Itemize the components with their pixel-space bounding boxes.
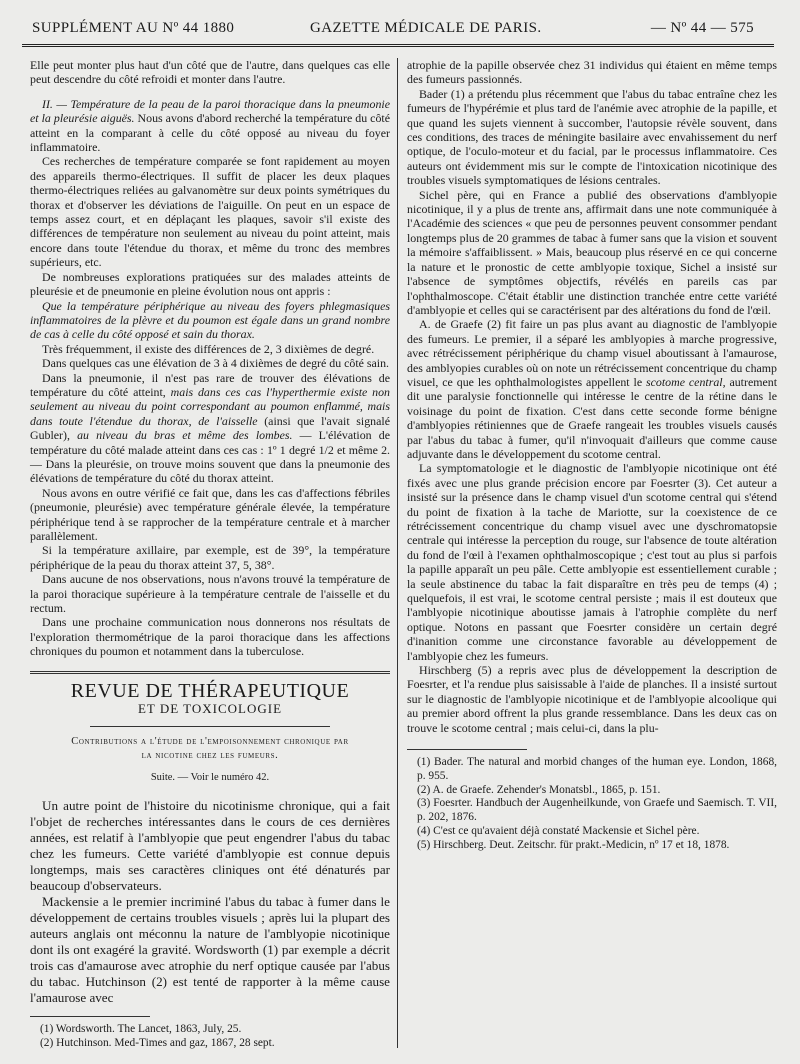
right-column: [407, 58, 777, 853]
footnote: (1) Wordsworth. The Lancet, 1863, July, 25.: [40, 1022, 242, 1035]
footnote: (5) Hirschberg. Deut. Zeitschr. für prakt.-Medicin, nº 17 et 18, 1878.: [417, 838, 730, 851]
article-body: [30, 798, 390, 1006]
paragraph-text: Nous avons d'abord recherché la température du côté atteint en la comparant à celle du côté opposé au niveau du foyer inflammatoire.: [30, 111, 390, 155]
paragraph: Hirschberg (5) a repris avec plus de développement la description de Foesrter, et l'a rendue plus saisissable à l'aide de planches. Il a insisté surtout sur le diagnostic de l'amblyopie nicotinique et de l'amblyopie alcoolique qui au premier abord offrent la plus grande ressemblance. Dans les deux cas on trouve le scotome central ; mais celui-ci, dans la plu-: [407, 663, 777, 735]
footnote-rule: [30, 1016, 150, 1017]
text: A. de Graefe (2) fit faire un pas plus avant au diagnostic de l'amblyopie des fumeurs. Le premier, il a séparé les amblyopies à marche progressive, avec rétrécissement périphérique du champ visuel aboutissant à l'amaurose, des amblyopies curables où on note un rétrécissement concentrique du champ visuel, ce que les ophthalmologistes appellent le: [407, 317, 777, 389]
article-title-line-2: la nicotine chez les fumeurs.: [141, 750, 279, 762]
header-rule: [22, 44, 774, 47]
text: Dans la pneumonie, il n'est pas rare de trouver des élévations de température du côté atteint,: [30, 370, 390, 399]
paragraph: Bader (1) a prétendu plus récemment que l'abus du tabac entraîne chez les fumeurs de l'hypérémie et plus tard de l'anémie avec atrophie de la papille, et que quand les sujets viennent à succomber, l'autopsie révèle souvent, dans ces conditions, des traces de méningite basilaire avec envahissement du nerf optique, de l'oculo-moteur et du facial, par le processus inflammatoire. Ces auteurs ont évidemment mis sur le compte de l'intoxication nicotinique des troubles visuels symptomatiques de lésions centrales.: [407, 86, 777, 188]
paragraph: Ces recherches de température comparée se font rapidement au moyen des appareils thermo-électriques. Il suffit de placer les deux plaques thermo-électriques reliées au galvanomètre sur deux points symétriques du thorax et d'observer les déviations de l'aiguille. On peut en un espace de temps assez court, et en déplaçant les plaques, savoir s'il existe des différences de température non seulement au niveau du point atteint, mais encore dans toute l'étendue du thorax, et même du tronc des membres supérieurs, etc.: [30, 154, 390, 270]
footnotes: [407, 756, 777, 853]
section-rule: [30, 671, 390, 674]
footnote: (3) Foesrter. Handbuch der Augenheilkunde, von Graefe und Saemisch. T. VII, p. 202, 1876.: [417, 797, 777, 824]
italic-text: mais dans ces cas l'hyperthermie existe non seulement au niveau du point correspondant au poumon enflammé, mais dans toute l'étendue du thorax, de l'aisselle: [30, 384, 390, 428]
text: autrement dit une paralysie fonctionnelle qui intéresse le centre de la rétine dans le voisinage du point de fixation. C'est dans cette seconde forme bénigne d'amblyopies rétiniennes que de Graefe rangeait les troubles visuels causés par l'abus du tabac à fumer, qu'il n'invoquait d'ailleurs que comme cause adjuvante dans le développement du scotome central.: [407, 374, 777, 461]
paragraph: Très fréquemment, il existe des différences de 2, 3 dixièmes de degré.: [42, 341, 375, 356]
footnote-rule: [407, 749, 527, 750]
section-ii-heading: II. — Température de la peau de la paroi thoracique dans la pneumonie et la pleurésie aiguës.: [30, 96, 390, 126]
paragraph: [407, 317, 777, 461]
paragraph: [30, 371, 390, 486]
left-column: [30, 58, 390, 1050]
divider: [90, 726, 330, 727]
paragraph: Si la température axillaire, par exemple, est de 39°, la température périphérique de la peau du thorax atteint 37, 5, 38°.: [30, 543, 390, 572]
footnote: (2) A. de Graefe. Zehender's Monatsbl., 1865, p. 151.: [417, 783, 661, 796]
paragraph: [30, 299, 390, 342]
footnote: (2) Hutchinson. Med-Times and gaz, 1867, 28 sept.: [40, 1036, 275, 1049]
section-subtitle: ET DE TOXICOLOGIE: [137, 701, 283, 717]
italic-term: scotome central,: [646, 374, 726, 389]
paragraph: Un autre point de l'histoire du nicotinisme chronique, qui a fait l'objet de recherches intéressantes dans le cours de ces dernières années, est relatif à l'amblyopie que peut engendrer l'abus du tabac chez les fumeurs. Cette variété d'amblyopie est connue depuis longtemps, mais ses caractères cliniques ont été dénaturés par beaucoup d'observateurs.: [30, 797, 390, 893]
section-title: REVUE DE THÉRAPEUTIQUE: [70, 679, 350, 702]
paragraph: Mackensie a le premier incriminé l'abus du tabac à fumer dans le développement de certains troubles visuels ; après lui la plupart des auteurs anglais ont méconnu la nature de l'amblyopie nicotinique dont ils ont exagéré la gravité. Wordsworth (1) par exemple a décrit trois cas d'amaurose avec atrophie du nerf optique causée par l'abus du tabac. Hutchinson (2) est tenté de rapporter à la même cause l'amaurose avec: [30, 893, 390, 1005]
continuation-note: Suite. — Voir le numéro 42.: [150, 772, 270, 784]
header-journal-title: GAZETTE MÉDICALE DE PARIS.: [310, 20, 542, 36]
paragraph: De nombreuses explorations pratiquées sur des malades atteints de pleurésie et de pneumonie en pleine évolution nous ont appris :: [30, 269, 390, 299]
paragraph: atrophie de la papille observée chez 31 individus qui étaient en même temps des fumeurs passionnés.: [407, 58, 777, 87]
paragraph: La symptomatologie et le diagnostic de l'amblyopie nicotinique ont été fixés avec une plus grande précision encore par Foesrter (3). Cet auteur a insisté sur la présence dans le champ visuel d'un scotome central qui s'étend du point de fixation à la tache de Mariotte, sur la coexistence de ce rétrécissement concentrique du champ visuel avec une dyschromatopsie centrale qui intéresse la perception du rouge, sur l'absence de toute altération du fond de l'œil à l'examen ophthalmoscopique ; c'est tout au plus si parfois la papille apparaît un peu pâle. Cette amblyopie est essentiellement curable ; la seule abstinence du tabac la fait disparaître en très peu de temps (4) ; quelquefois, il est vrai, le scotome central persiste ; mais il est douteux que l'amblyopie nicotinique aboutisse jamais à l'atrophie complète du nerf optique. Notons en passant que Foesrter considère un certain degré d'inanition comme une circonstance favorable au développement de l'amblyopie chez les fumeurs.: [407, 461, 777, 663]
running-header: [22, 18, 774, 40]
footnote: (4) C'est ce qu'avaient déjà constaté Mackensie et Sichel père.: [417, 825, 700, 838]
header-page-number: — Nº 44 — 575: [650, 20, 754, 36]
section-ii-paragraph: [30, 97, 390, 155]
italic-finding: Que la température périphérique au niveau des foyers phlegmasiques inflammatoires de la plèvre et du poumon est égale dans un grand nombre de cas à celle du côté opposé et sain du thorax.: [30, 298, 390, 342]
header-supplement: SUPPLÉMENT AU Nº 44 1880: [32, 20, 235, 36]
text: — L'élévation de température du côté malade atteint dans ces cas : 1º 1 degré 1/2 et même 2. — Dans la pleurésie, on trouve moins souvent que dans la pneumonie des élévations de température du côté du thorax atteint.: [30, 428, 390, 486]
footnotes: [30, 1023, 390, 1051]
paragraph: Nous avons en outre vérifié ce fait que, dans les cas d'affections fébriles (pneumonie, pleurésie) avec température générale élevée, la température périphérique tend à se rapprocher de la température centrale et à marcher parallèlement.: [30, 485, 390, 543]
paragraph: Dans aucune de nos observations, nous n'avons trouvé la température de la paroi thoracique supérieure à la température centrale de l'aisselle et du rectum.: [30, 572, 390, 616]
italic-text: au niveau du bras et même des lombes.: [77, 428, 293, 443]
text: (ainsi que l'avait signalé Gubler),: [30, 413, 390, 443]
article-title-line-1: Contributions a l'étude de l'empoisonnement chronique par: [71, 736, 349, 748]
paragraph: Dans quelques cas une élévation de 3 à 4 dixièmes de degré du côté sain.: [42, 356, 390, 371]
footnote: (1) Bader. The natural and morbid changes of the human eye. London, 1868, p. 955.: [417, 756, 777, 782]
paragraph: Elle peut monter plus haut d'un côté que de l'autre, dans quelques cas elle peut descendre du côté refroidi et monter dans l'autre.: [30, 58, 390, 87]
paragraph: Dans une prochaine communication nous donnerons nos résultats de l'exploration thermométrique de la paroi thoracique dans les affections chroniques du poumon et notamment dans la tuberculose.: [30, 615, 390, 659]
paragraph: Sichel père, qui en France a publié des observations d'amblyopie nicotinique, il y a plus de trente ans, affirmait dans une note communiquée à l'Académie des sciences « que peu de personnes peuvent consommer pendant longtemps plus de 20 grammes de tabac à fumer sans que la vision et souvent la mémoire s'affaiblissent. » Mais, beaucoup plus réservé en ce qui concerne la nature et le pronostic de cette amblyopie toxique, Sichel a insisté sur l'absence de symptômes objectifs, révélés en pareils cas par l'ophthalmoscope. C'était établir une distinction tranchée entre cette variété d'amblyopie et celles qui se caractérisent par des altérations du fond de l'œil.: [407, 187, 777, 317]
column-divider: [397, 58, 398, 1048]
